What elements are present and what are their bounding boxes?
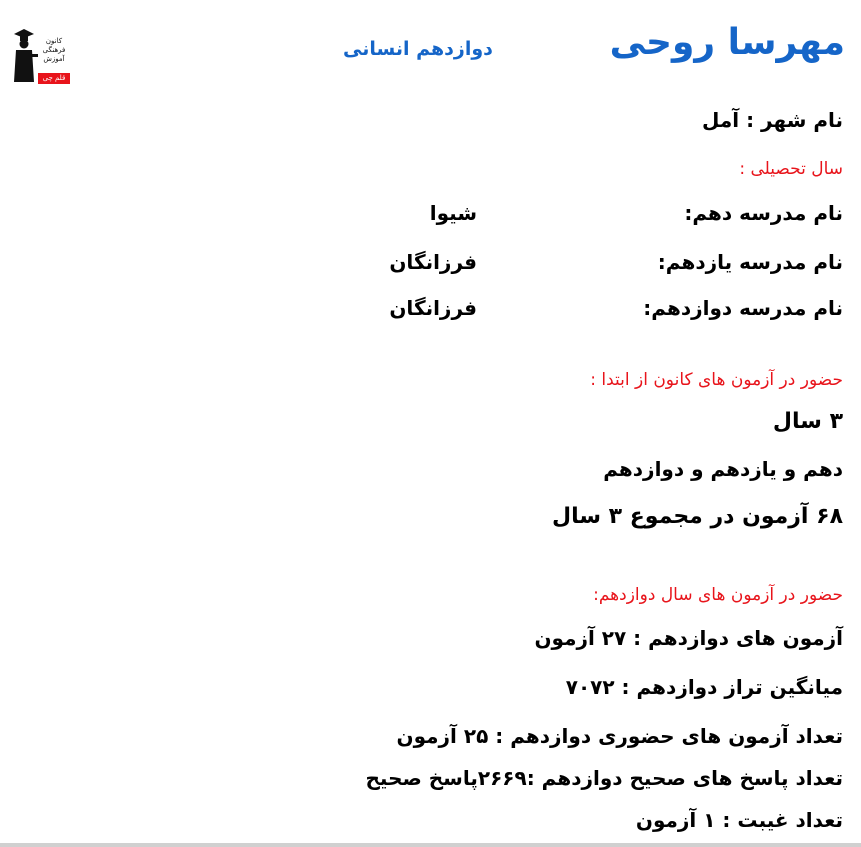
school-10-value: شیوا — [429, 201, 477, 225]
overall-grades: دهم و یازدهم و دوازدهم — [603, 457, 843, 481]
bottom-divider — [0, 843, 861, 847]
school-10-label: نام مدرسه دهم: — [684, 201, 843, 225]
grade12-attendance-heading: حضور در آزمون های سال دوازدهم: — [593, 585, 843, 605]
school-11-value: فرزانگان — [389, 250, 477, 274]
grade12-exams: آزمون های دوازدهم : ۲۷ آزمون — [534, 626, 843, 650]
academic-year-heading: سال تحصیلی : — [739, 159, 843, 179]
logo-line: آموزش — [43, 55, 65, 63]
kanoon-logo — [10, 24, 70, 86]
grade12-in-person-exams: تعداد آزمون های حضوری دوازدهم : ۲۵ آزمون — [396, 724, 843, 748]
grade12-absences: تعداد غیبت : ۱ آزمون — [635, 808, 843, 832]
overall-attendance-heading: حضور در آزمون های کانون از ابتدا : — [590, 370, 843, 390]
grade12-average-score: میانگین تراز دوازدهم : ۷۰۷۲ — [565, 675, 843, 699]
city-line: نام شهر : آمل — [702, 108, 843, 132]
logo-text — [37, 37, 71, 64]
logo-line: کانون — [45, 37, 63, 45]
logo-badge: قلم چی — [38, 73, 70, 84]
school-11-label: نام مدرسه یازدهم: — [657, 250, 843, 274]
overall-total: ۶۸ آزمون در مجموع ۳ سال — [552, 504, 843, 529]
logo-line: فرهنگی — [42, 46, 66, 54]
grade12-correct-answers: تعداد پاسخ های صحیح دوازدهم :۲۶۶۹پاسخ صحیح — [365, 766, 843, 790]
overall-years: ۳ سال — [772, 409, 843, 434]
school-12-value: فرزانگان — [389, 296, 477, 320]
student-name: مهرسا روحی — [609, 22, 845, 63]
school-12-label: نام مدرسه دوازدهم: — [643, 296, 843, 320]
grade-label: دوازدهم انسانی — [343, 38, 493, 60]
